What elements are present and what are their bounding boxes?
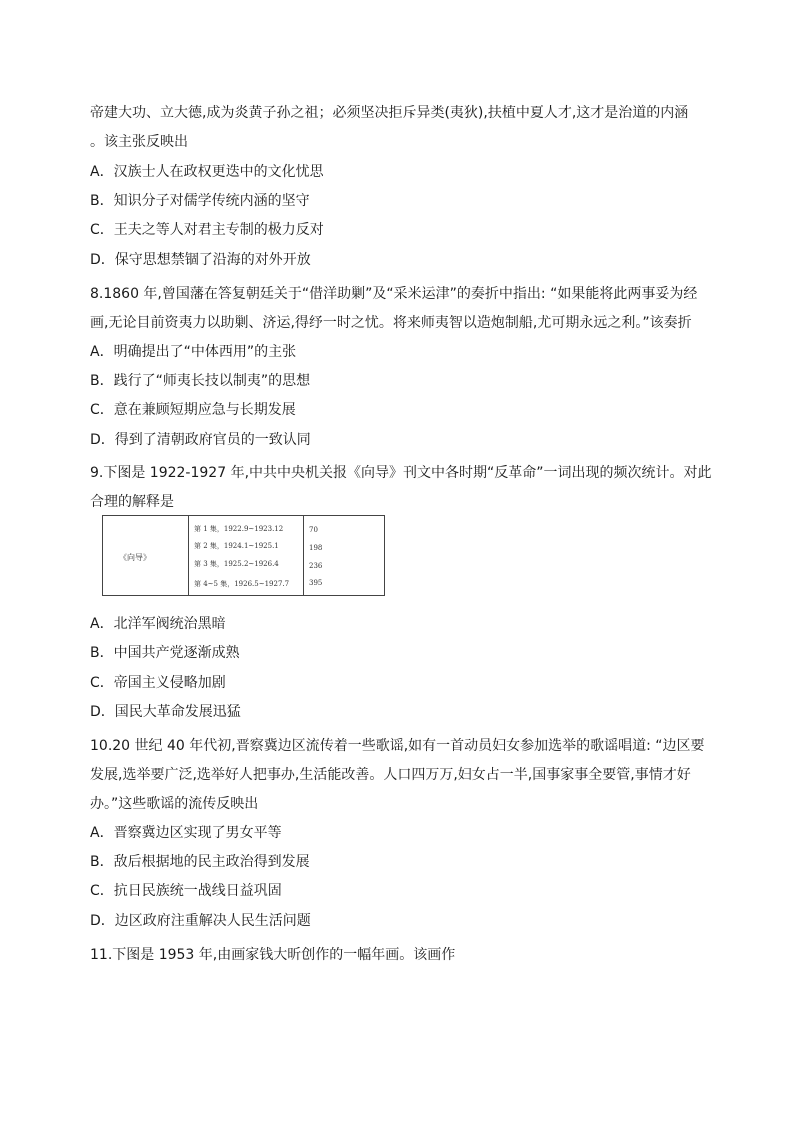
q9-option-d: D．国民大革命发展迅猛	[90, 704, 241, 720]
q8-option-a: A．明确提出了“中体西用”的主张	[90, 344, 297, 360]
q10-stem-line-3: 办。”这些歌谣的流传反映出	[90, 796, 259, 812]
q10-option-b: B．敌后根据地的民主政治得到发展	[90, 854, 310, 870]
table-period: 第 1 集，1922.9~1923.12	[194, 525, 284, 533]
q10-stem-line-1: 10.20 世纪 40 年代初,晋察冀边区流传着一些歌谣,如有一首动员妇女参加选举的歌谣唱道: “边区要	[90, 738, 705, 754]
q9-option-b: B．中国共产党逐渐成熟	[90, 645, 240, 661]
q10-option-a: A．晋察冀边区实现了男女平等	[90, 825, 282, 841]
table-period: 第 2 集，1924.1~1925.1	[194, 542, 279, 550]
q7-option-a: A．汉族士人在政权更迭中的文化忧思	[90, 164, 324, 180]
q8-stem-line-1: 8.1860 年,曾国藩在答复朝廷关于“借洋助剿”及“采米运津”的奏折中指出: “如果能将此两事妥为经	[90, 286, 698, 302]
q7-stem-line-1: 帝建大功、立大德,成为炎黄子孙之祖；必须坚决拒斥异类(夷狄),扶植中夏人才,这才是治道的内涵	[90, 105, 689, 121]
q9-stem-line-2: 合理的解释是	[90, 494, 174, 510]
q7-option-c: C．王夫之等人对君主专制的极力反对	[90, 222, 324, 238]
table-count-cell	[303, 516, 384, 595]
q7-stem-line-2: 。该主张反映出	[90, 134, 188, 150]
q10-option-c: C．抗日民族统一战线日益巩固	[90, 883, 282, 899]
table-count: 70	[309, 526, 318, 534]
q8-option-c: C．意在兼顾短期应急与长期发展	[90, 402, 296, 418]
frequency-table	[102, 515, 385, 596]
q7-option-b: B．知识分子对儒学传统内涵的坚守	[90, 193, 310, 209]
table-period: 第 4~5 集，1926.5~1927.7	[194, 580, 290, 588]
q9-stem-line-1: 9.下图是 1922-1927 年,中共中央机关报《向导》刊文中各时期“反革命”一词出现的频次统计。对此	[90, 465, 712, 481]
q7-option-d: D．保守思想禁锢了沿海的对外开放	[90, 252, 311, 268]
table-name-cell	[103, 516, 189, 595]
q9-option-c: C．帝国主义侵略加剧	[90, 675, 226, 691]
table-count: 198	[309, 544, 323, 552]
table-period-cell	[188, 516, 304, 595]
q10-option-d: D．边区政府注重解决人民生活问题	[90, 913, 311, 929]
table-period: 第 3 集，1925.2~1926.4	[194, 560, 279, 568]
table-count: 236	[309, 562, 323, 570]
table-name: 《向导》	[119, 553, 151, 562]
q11-stem-line-1: 11.下图是 1953 年,由画家钱大昕创作的一幅年画。该画作	[90, 947, 456, 963]
q8-option-b: B．践行了“师夷长技以制夷”的思想	[90, 373, 311, 389]
q8-stem-line-2: 画,无论目前资夷力以助剿、济运,得纾一时之忧。将来师夷智以造炮制船,尤可期永远之利。”该奏折	[90, 315, 692, 331]
table-count: 395	[309, 579, 323, 587]
q10-stem-line-2: 发展,选举要广泛,选举好人把事办,生活能改善。人口四万万,妇女占一半,国事家事全要管,事情才好	[90, 767, 691, 783]
q9-option-a: A．北洋军阀统治黑暗	[90, 616, 226, 632]
q8-option-d: D．得到了清朝政府官员的一致认同	[90, 432, 311, 448]
